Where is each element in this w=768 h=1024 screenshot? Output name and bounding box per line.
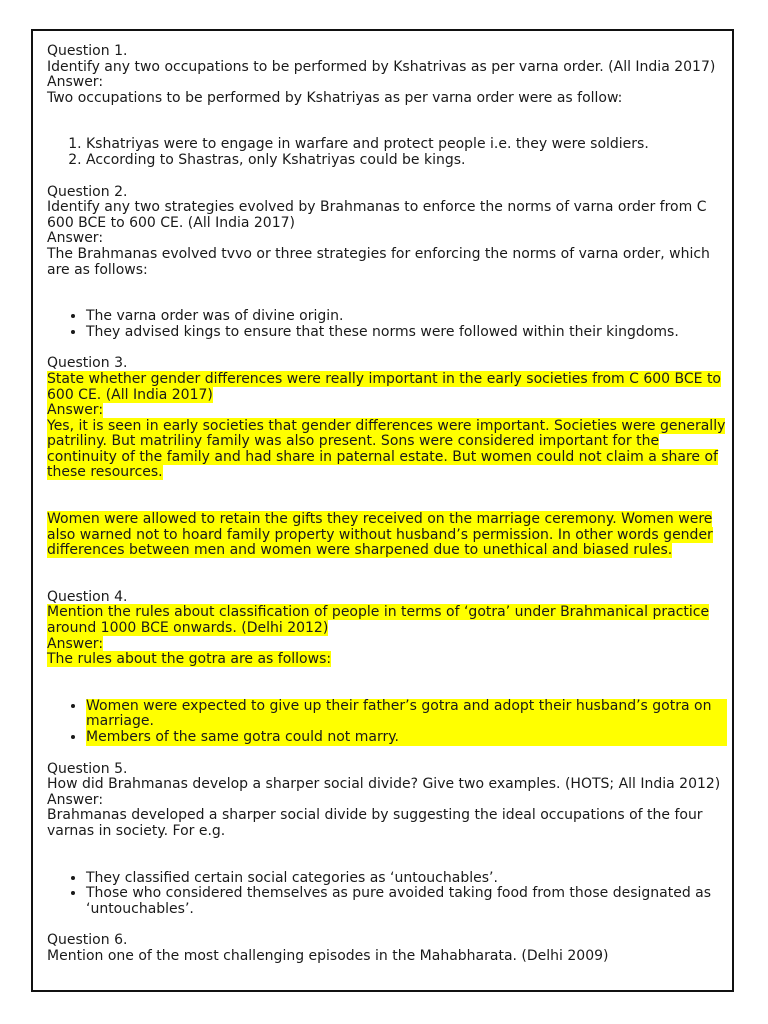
question-3-answer-paragraph-2: Women were allowed to retain the gifts they received on the marriage ceremony. Women were also warned not to hoard family property without husband’s permission. In other words gender differences between men and women were sharpened due to unethical and biased rules.	[47, 511, 713, 559]
question-5-answer-list	[47, 871, 727, 918]
question-4-answer-label: Answer:	[47, 635, 104, 652]
question-1-answer-list	[47, 137, 727, 168]
question-4-answer-intro: The rules about the gotra are as follows:	[47, 651, 332, 668]
document-content	[47, 44, 727, 965]
question-2-answer-intro: The Brahmanas evolved tvvo or three strategies for enforcing the norms of varna order, which are as follows:	[47, 245, 710, 278]
question-1-text: Identify any two occupations to be performed by Kshatrivas as per varna order. (All India 2017)	[47, 58, 716, 75]
question-2-label: Question 2.	[47, 183, 128, 200]
question-6-text: Mention one of the most challenging episodes in the Mahabharata. (Delhi 2009)	[47, 947, 609, 964]
question-6-block	[47, 933, 727, 964]
question-1-label: Question 1.	[47, 43, 128, 59]
list-item: • They classified certain social categories as ‘untouchables’.	[86, 871, 727, 887]
question-4-text: Mention the rules about classification of people in terms of ‘gotra’ under Brahmanical practice around 1000 BCE onwards. (Delhi 2012)	[47, 604, 710, 637]
question-1-block	[47, 44, 727, 169]
question-5-answer-intro: Brahmanas developed a sharper social divide by suggesting the ideal occupations of the four varnas in society. For e.g.	[47, 807, 703, 839]
question-2-block	[47, 185, 727, 341]
question-2-answer-label: Answer:	[47, 230, 104, 247]
question-2-answer-list	[47, 309, 727, 340]
question-3-block	[47, 356, 727, 559]
list-item: • Women were expected to give up their father’s gotra and adopt their husband’s gotra on marriage.	[86, 699, 727, 730]
question-3-label: Question 3.	[47, 355, 128, 372]
question-1-answer-intro: Two occupations to be performed by Kshatriyas as per varna order were as follow:	[47, 89, 623, 106]
list-item: • The varna order was of divine origin.	[86, 309, 727, 325]
list-item: • They advised kings to ensure that these norms were followed within their kingdoms.	[86, 325, 727, 341]
question-3-answer-label: Answer:	[47, 402, 104, 419]
list-item: 1. Kshatriyas were to engage in warfare and protect people i.e. they were soldiers.	[86, 137, 727, 153]
question-5-block	[47, 762, 727, 918]
question-1-answer-label: Answer:	[47, 74, 104, 91]
page-frame	[31, 29, 734, 992]
question-5-label: Question 5.	[47, 760, 128, 777]
question-5-answer-label: Answer:	[47, 791, 104, 808]
list-item: 2. According to Shastras, only Kshatriyas could be kings.	[86, 153, 727, 169]
question-2-text: Identify any two strategies evolved by Brahmanas to enforce the norms of varna order from C 600 BCE to 600 CE. (All India 2017)	[47, 199, 707, 231]
question-3-text: State whether gender differences were really important in the early societies from C 600 BCE to 600 CE. (All India 2017)	[47, 370, 721, 403]
question-4-answer-list	[47, 699, 727, 746]
list-item: • Those who considered themselves as pure avoided taking food from those designated as ‘untouchables’.	[86, 886, 727, 917]
question-4-block	[47, 590, 727, 746]
question-3-answer-paragraph-1: Yes, it is seen in early societies that gender differences were important. Societies were generally patriliny. But matriliny family was also present. Sons were considered important for the continuity of the family and had share in paternal estate. But women could not claim a share of these resources.	[47, 417, 726, 481]
list-item: • Members of the same gotra could not marry.	[86, 730, 727, 746]
question-6-label: Question 6.	[47, 932, 128, 949]
question-5-text: How did Brahmanas develop a sharper social divide? Give two examples. (HOTS; All India 2012)	[47, 776, 721, 793]
question-4-label: Question 4.	[47, 588, 128, 605]
